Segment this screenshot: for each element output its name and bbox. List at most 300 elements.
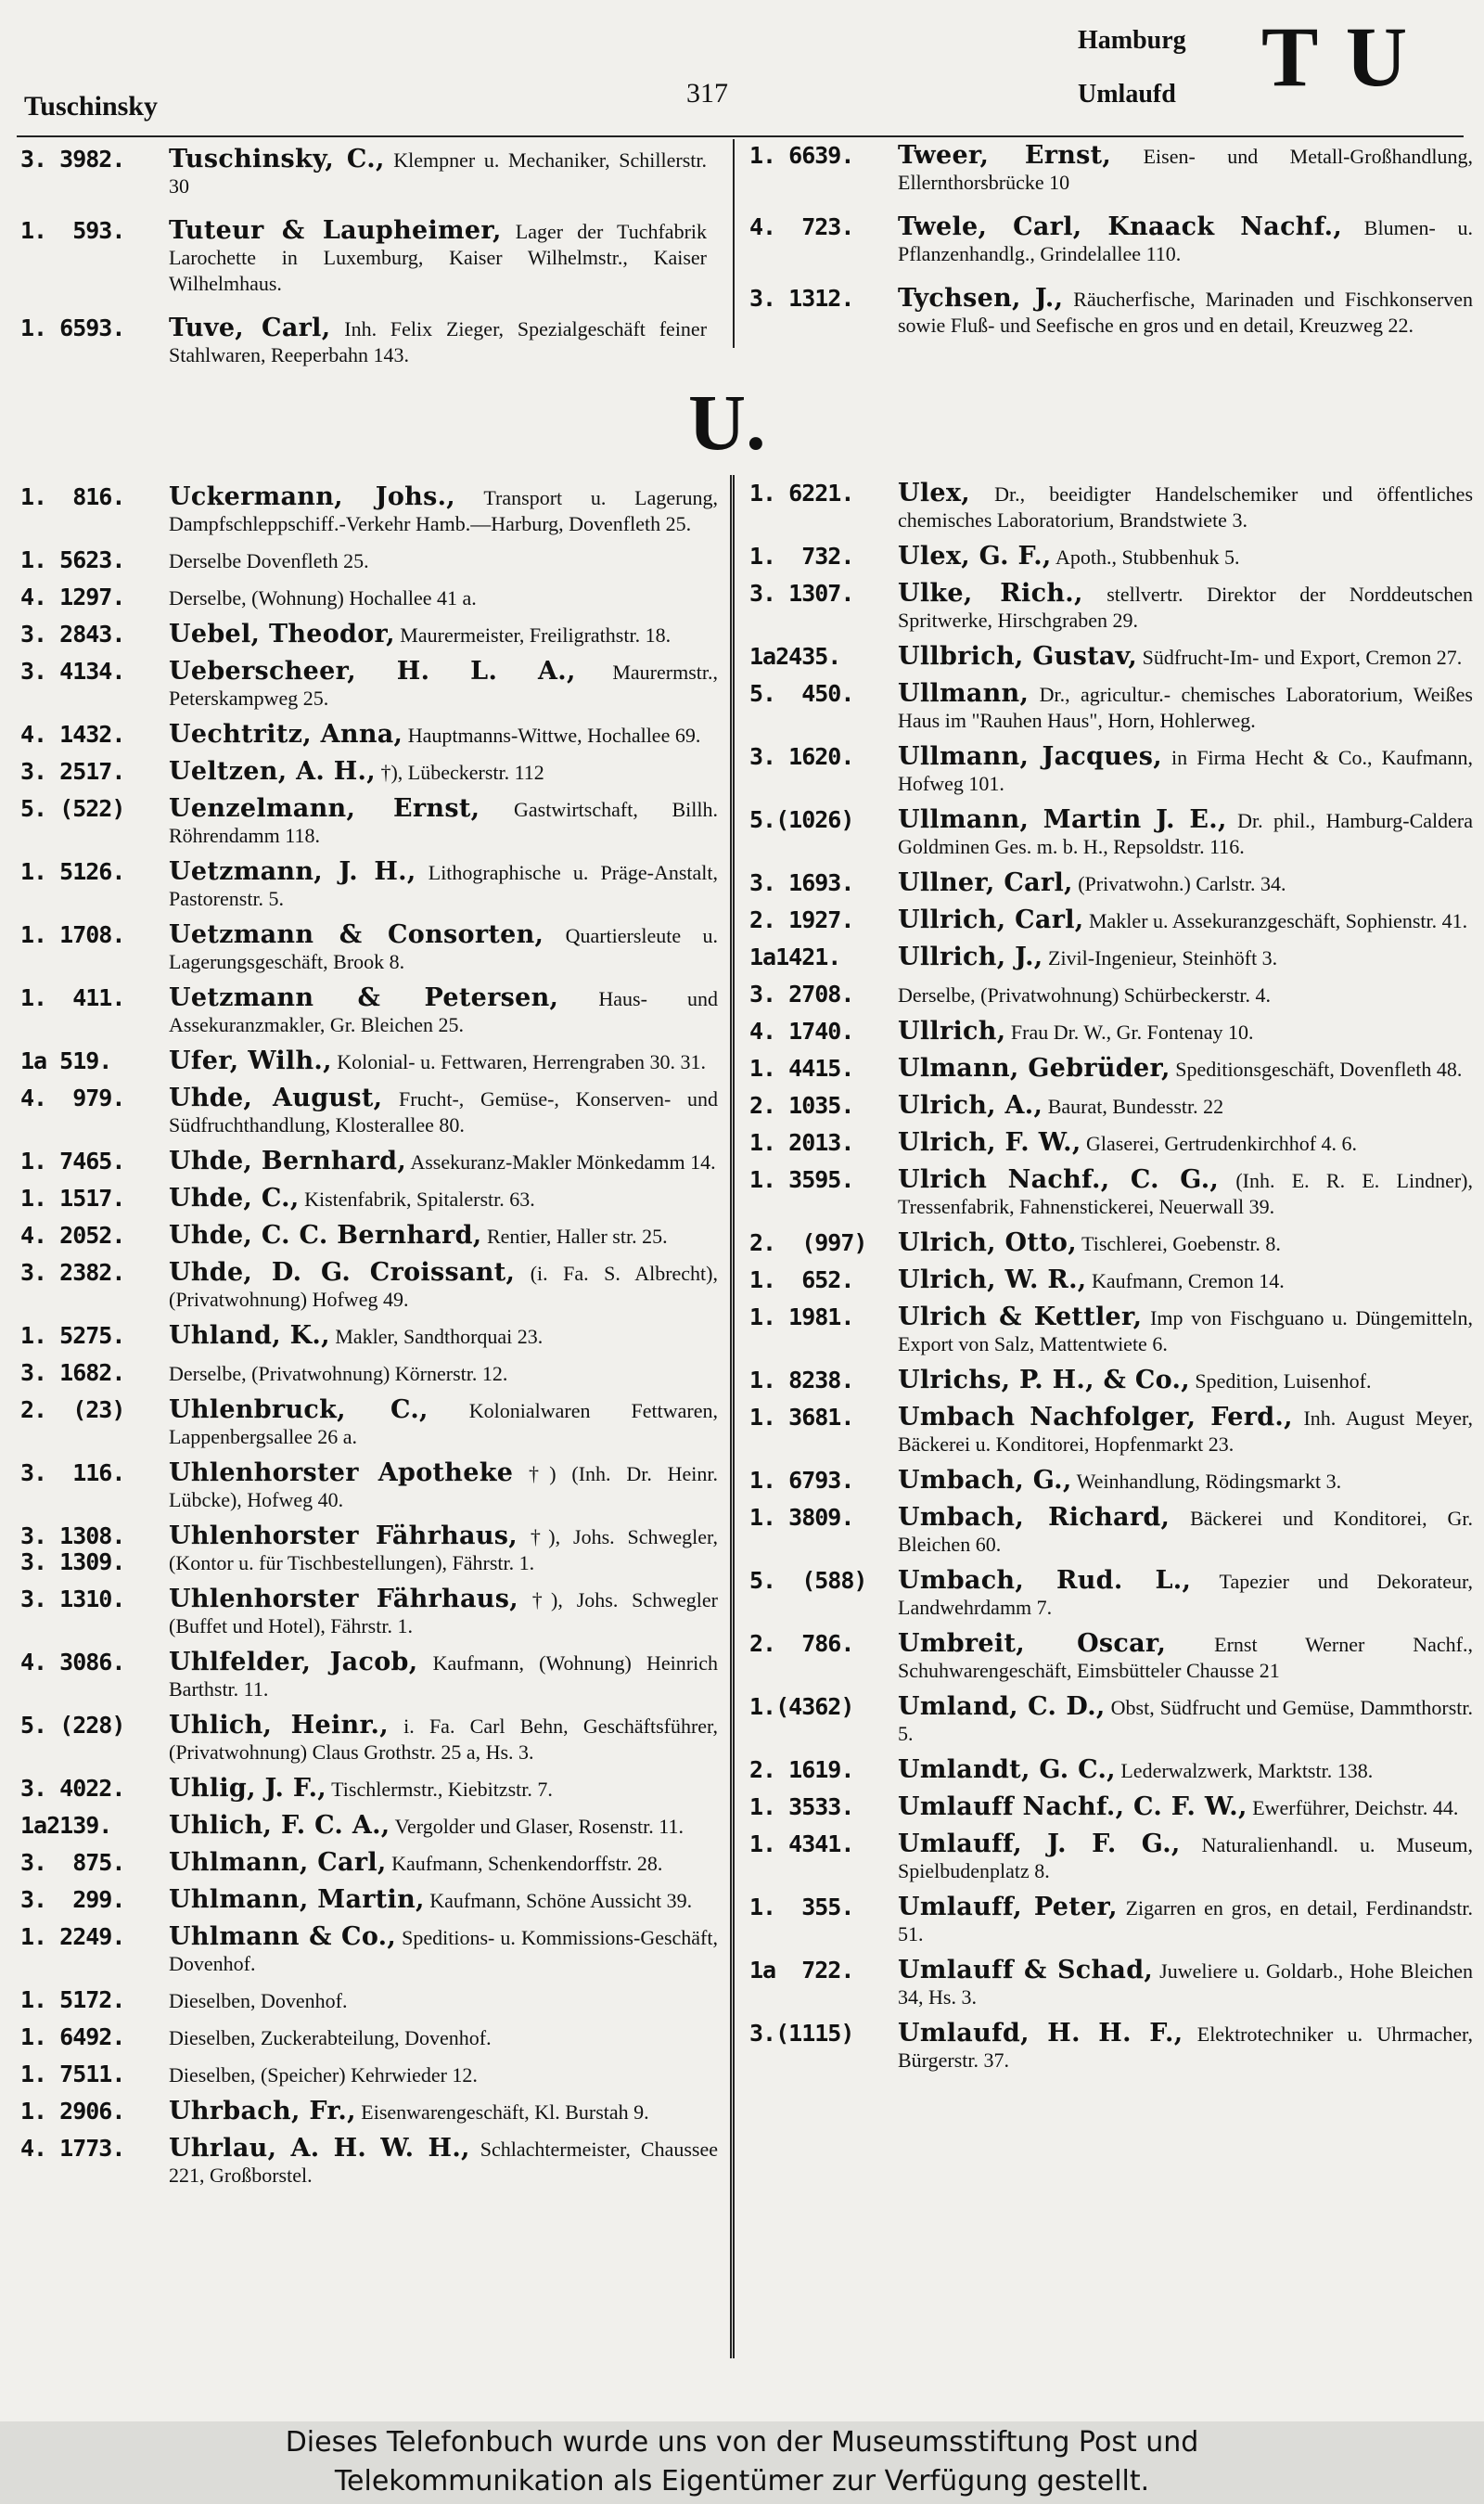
phone-number: 1a2139. xyxy=(20,1812,112,1839)
entry-text xyxy=(898,1631,1473,1684)
directory-entry xyxy=(20,1987,718,2014)
entry-text xyxy=(169,1586,718,1639)
entry-text xyxy=(898,681,1473,734)
directory-entry xyxy=(749,1794,1473,1821)
directory-entry xyxy=(749,143,1473,196)
entry-text xyxy=(169,796,718,849)
directory-entry xyxy=(749,581,1473,634)
entry-name: Ueberscheer, H. L. A., xyxy=(169,657,576,686)
directory-entry xyxy=(20,1650,718,1702)
entry-name: Umbach, Rud. L., xyxy=(898,1566,1192,1595)
phone-number: 1. 4341. xyxy=(749,1830,854,1857)
directory-entry xyxy=(20,584,718,611)
entry-name: Uetzmann, J. H., xyxy=(169,857,416,886)
entry-text xyxy=(898,1894,1473,1947)
phone-number: 4. 1773. xyxy=(20,2135,125,2162)
entry-text xyxy=(898,1568,1473,1621)
directory-entry xyxy=(20,1360,718,1387)
directory-entry xyxy=(749,481,1473,533)
entry-text xyxy=(169,315,707,368)
entry-name: Ulrich, Otto, xyxy=(898,1228,1077,1257)
entry-details: Dieselben, Dovenhof. xyxy=(169,1989,348,2012)
entry-text xyxy=(169,759,718,786)
directory-entry xyxy=(749,1056,1473,1083)
entry-text xyxy=(898,2021,1473,2074)
entry-name: Uebel, Theodor, xyxy=(169,620,395,648)
entry-details: Kaufmann, Schenkendorffstr. 28. xyxy=(391,1852,663,1875)
entry-text xyxy=(898,1468,1473,1495)
phone-number: 3. 1682. xyxy=(20,1359,125,1386)
footer-line-2: Telekommunikation als Eigentümer zur Verfügung gestellt. xyxy=(334,2465,1150,2498)
entry-details: Spedition, Luisenhof. xyxy=(1195,1369,1372,1393)
entry-name: Umbach, G., xyxy=(898,1466,1072,1495)
entry-text xyxy=(898,982,1473,1008)
top-left-column xyxy=(20,147,707,387)
phone-number: 4. 3086. xyxy=(20,1649,125,1676)
directory-entry xyxy=(20,1260,718,1313)
entry-details: Weinhandlung, Rödingsmarkt 3. xyxy=(1076,1470,1342,1493)
phone-number: 4. 1740. xyxy=(749,1018,854,1045)
entry-name: Tuteur & Laupheimer, xyxy=(169,216,502,245)
entry-name: Uhlich, F. C. A., xyxy=(169,1811,390,1840)
entry-text xyxy=(169,859,718,912)
entry-text xyxy=(169,218,707,297)
directory-entry xyxy=(749,1831,1473,1884)
phone-number: 1. 5126. xyxy=(20,858,125,885)
directory-entry xyxy=(20,1850,718,1877)
entry-details: Inh. Felix Zieger, Spezialgeschäft feiner Stahlwaren, Reeperbahn 143. xyxy=(169,317,708,366)
directory-entry xyxy=(20,547,718,574)
entry-text xyxy=(898,1757,1473,1784)
entry-details: †), Johs. Schwegler,(Kontor u. für Tischbestellungen), Fährstr. 1. xyxy=(169,1525,718,1574)
entry-text xyxy=(169,484,718,537)
entry-details: Kaufmann, Schöne Aussicht 39. xyxy=(429,1889,693,1912)
entry-name: Uhlfelder, Jacob, xyxy=(169,1648,418,1676)
entry-name: Tweer, Ernst, xyxy=(898,141,1112,170)
right-running-head: Umlaufd xyxy=(1078,80,1176,109)
entry-details: Blumen- u. Pflanzenhandlg., Grindelallee 110. xyxy=(898,216,1473,265)
phone-number: 5.(1026) xyxy=(749,806,854,833)
entry-details: Dr., agricultur.- chemisches Laboratorium, Weißes Haus im "Rauhen Haus", Horn, Hohlerweg. xyxy=(898,683,1473,732)
entry-details: Maurermeister, Freiligrathstr. 18. xyxy=(400,623,672,647)
entry-details: Dr., beeidigter Handelschemiker und öffentliches chemisches Laboratorium, Brandstwiete 3. xyxy=(898,482,1474,532)
phone-number: 3. 2517. xyxy=(20,758,125,785)
phone-number: 3. 1312. xyxy=(749,285,854,312)
directory-entry xyxy=(749,807,1473,860)
city-label: Hamburg xyxy=(1078,26,1186,55)
entry-text xyxy=(898,1694,1473,1747)
entry-name: Uhlmann, Martin, xyxy=(169,1885,425,1914)
entry-name: Tuve, Carl, xyxy=(169,314,331,342)
entry-name: Ulrich, F. W., xyxy=(898,1128,1081,1157)
phone-number: 3. 1308. 3. 1309. xyxy=(20,1522,125,1575)
entry-name: Tuschinsky, C., xyxy=(169,145,385,173)
entry-text xyxy=(898,1405,1473,1457)
entry-name: Ufer, Wilh., xyxy=(169,1047,332,1075)
directory-entry xyxy=(749,286,1473,339)
directory-entry xyxy=(749,944,1473,971)
entry-details: Lithographische u. Präge-Anstalt, Pastorenstr. 5. xyxy=(169,861,718,910)
entry-details: i. Fa. Carl Behn, Geschäftsführer, (Privatwohnung) Claus Grothstr. 25 a, Hs. 3. xyxy=(169,1714,719,1764)
entry-details: Gastwirtschaft, Billh. Röhrendamm 118. xyxy=(169,798,719,847)
footer-line-1: Dieses Telefonbuch wurde uns von der Museumsstiftung Post und xyxy=(285,2426,1199,2459)
entry-details: Lederwalzwerk, Marktstr. 138. xyxy=(1120,1759,1374,1782)
directory-entry xyxy=(749,681,1473,734)
phone-number: 1. 6593. xyxy=(20,315,125,341)
directory-entry xyxy=(749,1568,1473,1621)
left-running-head: Tuschinsky xyxy=(24,91,158,122)
phone-number: 5. (588) xyxy=(749,1567,867,1594)
entry-name: Uetzmann & Consorten, xyxy=(169,920,544,949)
entry-details: Haus- und Assekuranzmakler, Gr. Bleichen 25. xyxy=(169,987,718,1036)
entry-name: Uhlenhorster Fährhaus, xyxy=(169,1522,518,1550)
directory-entry xyxy=(749,1694,1473,1747)
phone-number: 3. 1310. xyxy=(20,1586,125,1612)
entry-details: Frau Dr. W., Gr. Fontenay 10. xyxy=(1010,1021,1254,1044)
phone-number: 1. 5275. xyxy=(20,1322,125,1349)
directory-entry xyxy=(749,644,1473,671)
entry-name: Uhlenhorster Fährhaus, xyxy=(169,1585,518,1613)
phone-number: 1. 7511. xyxy=(20,2061,125,2087)
phone-number: 1. 8238. xyxy=(749,1367,854,1393)
entry-details: Makler u. Assekuranzgeschäft, Sophienstr. 41. xyxy=(1088,909,1468,932)
directory-entry xyxy=(20,1523,718,1576)
entry-details: Derselbe Dovenfleth 25. xyxy=(169,549,369,572)
entry-name: Uhlenhorster Apotheke xyxy=(169,1458,514,1487)
phone-number: 5. (228) xyxy=(20,1712,125,1739)
entry-name: Uetzmann & Petersen, xyxy=(169,983,559,1012)
entry-text xyxy=(169,1887,718,1914)
directory-entry xyxy=(749,1167,1473,1220)
entry-name: Ulrichs, P. H., & Co., xyxy=(898,1366,1190,1394)
phone-number: 4. 1432. xyxy=(20,721,125,748)
entry-details: Tischlerei, Goebenstr. 8. xyxy=(1081,1232,1281,1255)
entry-details: Speditions- u. Kommissions-Geschäft, Dovenhof. xyxy=(169,1926,719,1975)
directory-entry xyxy=(749,1894,1473,1947)
entry-text xyxy=(898,1368,1473,1394)
entry-text xyxy=(169,2136,718,2189)
phone-number: 1. 5172. xyxy=(20,1986,125,2013)
phone-number: 1a 722. xyxy=(749,1957,854,1984)
phone-number: 3. 2708. xyxy=(749,981,854,1008)
entry-name: Ulmann, Gebrüder, xyxy=(898,1054,1171,1083)
directory-entry xyxy=(20,1149,718,1175)
phone-number: 1. 1517. xyxy=(20,1185,125,1212)
directory-entry xyxy=(749,1019,1473,1046)
entry-text xyxy=(169,1360,718,1387)
phone-number: 1a2435. xyxy=(749,643,841,670)
entry-text xyxy=(898,944,1473,971)
entry-name: Ulex, xyxy=(898,479,970,507)
entry-details: Kolonialwaren Fettwaren, Lappenbergsallee 26 a. xyxy=(169,1399,718,1448)
phone-number: 2. 1035. xyxy=(749,1092,854,1119)
phone-number: 1. 3533. xyxy=(749,1793,854,1820)
entry-text xyxy=(169,1048,718,1075)
phone-number: 1. 3681. xyxy=(749,1404,854,1431)
phone-number: 3. 1307. xyxy=(749,580,854,607)
entry-name: Uhrbach, Fr., xyxy=(169,2097,356,2125)
entry-name: Umlauff, Peter, xyxy=(898,1893,1118,1921)
entry-details: Transport u. Lagerung, Dampfschleppschiff.-Verkehr Hamb.—Harburg, Dovenfleth 25. xyxy=(169,486,718,535)
header-rule xyxy=(17,135,1464,137)
entry-text xyxy=(169,1186,718,1213)
entry-text xyxy=(169,584,718,611)
directory-entry xyxy=(749,1405,1473,1457)
directory-entry xyxy=(749,907,1473,934)
entry-details: Elektrotechniker u. Uhrmacher, Bürgerstr. 37. xyxy=(898,2022,1473,2072)
entry-details: †) (Inh. Dr. Heinr. Lübcke), Hofweg 40. xyxy=(169,1462,719,1511)
entry-text xyxy=(898,581,1473,634)
entry-name: Uhde, D. G. Croissant, xyxy=(169,1258,516,1287)
directory-entry xyxy=(20,659,718,712)
entry-details: Tischlermstr., Kiebitzstr. 7. xyxy=(331,1778,553,1801)
entry-name: Umlauff, J. F. G., xyxy=(898,1830,1181,1858)
directory-entry xyxy=(749,544,1473,571)
entry-details: Kaufmann, Cremon 14. xyxy=(1092,1269,1285,1292)
entry-name: Ullner, Carl, xyxy=(898,868,1073,897)
entry-text xyxy=(169,547,718,574)
entry-text xyxy=(169,1924,718,1977)
entry-text xyxy=(169,1397,718,1450)
entry-details: Dr. phil., Hamburg-Caldera Goldminen Ges. m. b. H., Repsoldstr. 116. xyxy=(898,809,1473,858)
phone-number: 1. 4415. xyxy=(749,1055,854,1082)
entry-name: Uhde, August, xyxy=(169,1084,383,1112)
entry-name: Uhlmann & Co., xyxy=(169,1922,397,1951)
directory-entry xyxy=(749,1267,1473,1294)
phone-number: 1. 7465. xyxy=(20,1148,125,1175)
directory-entry xyxy=(20,147,707,199)
entry-details: (Privatwohn.) Carlstr. 34. xyxy=(1078,872,1286,895)
entry-name: Ullbrich, Gustav, xyxy=(898,642,1138,671)
phone-number: 1. 6793. xyxy=(749,1467,854,1494)
directory-entry xyxy=(749,744,1473,797)
entry-text xyxy=(898,286,1473,339)
entry-name: Uhde, C. C. Bernhard, xyxy=(169,1221,482,1250)
entry-details: Glaserei, Gertrudenkirchhof 4. 6. xyxy=(1086,1132,1358,1155)
directory-entry xyxy=(20,622,718,648)
phone-number: 1. 652. xyxy=(749,1266,854,1293)
entry-text xyxy=(169,1813,718,1840)
directory-entry xyxy=(749,1368,1473,1394)
entry-name: Uhlich, Heinr., xyxy=(169,1711,389,1740)
phone-number: 2. (997) xyxy=(749,1229,867,1256)
directory-entry xyxy=(20,1460,718,1513)
entry-name: Uhlenbruck, C., xyxy=(169,1395,429,1424)
entry-name: Uhlig, J. F., xyxy=(169,1774,326,1803)
phone-number: 1a 519. xyxy=(20,1047,112,1074)
entry-text xyxy=(169,1713,718,1766)
phone-number: 3. 3982. xyxy=(20,146,125,173)
entry-name: Ulex, G. F., xyxy=(898,542,1052,571)
phone-number: 3. 875. xyxy=(20,1849,125,1876)
entry-text xyxy=(898,744,1473,797)
entry-text xyxy=(169,1085,718,1138)
phone-number: 4. 979. xyxy=(20,1085,125,1111)
entry-details: Ernst Werner Nachf., Schuhwarengeschäft, Eimsbütteler Chausse 21 xyxy=(898,1633,1473,1682)
entry-details: Baurat, Bundesstr. 22 xyxy=(1047,1095,1224,1118)
top-column-divider xyxy=(733,139,735,348)
phone-number: 1. 355. xyxy=(749,1894,854,1920)
entry-name: Umlandt, G. C., xyxy=(898,1755,1116,1784)
entry-details: in Firma Hecht & Co., Kaufmann, Hofweg 101. xyxy=(898,746,1473,795)
directory-entry xyxy=(20,1813,718,1840)
directory-entry xyxy=(20,1713,718,1766)
entry-text xyxy=(169,1776,718,1803)
entry-text xyxy=(898,1130,1473,1157)
section-heading: U. xyxy=(688,378,766,467)
entry-details: Maurermstr., Peterskampweg 25. xyxy=(169,661,719,710)
directory-entry xyxy=(20,2099,718,2125)
directory-entry xyxy=(749,870,1473,897)
phone-number: 1. 1981. xyxy=(749,1303,854,1330)
phone-number: 4. 2052. xyxy=(20,1222,125,1249)
entry-details: Eisenwarengeschäft, Kl. Burstah 9. xyxy=(361,2100,649,2124)
phone-number: 1. 1708. xyxy=(20,921,125,948)
entry-details: Hauptmanns-Wittwe, Hochallee 69. xyxy=(407,724,701,747)
directory-entry xyxy=(20,218,707,297)
entry-text xyxy=(169,922,718,975)
directory-entry xyxy=(749,1505,1473,1558)
directory-entry xyxy=(20,1323,718,1350)
entry-name: Uhrlau, A. H. W. H., xyxy=(169,2134,470,2163)
entry-text xyxy=(169,2024,718,2051)
entry-name: Twele, Carl, Knaack Nachf., xyxy=(898,212,1343,241)
directory-entry xyxy=(20,985,718,1038)
phone-number: 1. 2249. xyxy=(20,1923,125,1950)
phone-number: 2. 1927. xyxy=(749,906,854,933)
entry-text xyxy=(169,1523,718,1576)
entry-details: Quartiersleute u. Lagerungsgeschäft, Brook 8. xyxy=(169,924,718,973)
entry-name: Ullrich, xyxy=(898,1017,1006,1046)
phone-number: 3. 1620. xyxy=(749,743,854,770)
entry-details: Zivil-Ingenieur, Steinhöft 3. xyxy=(1048,946,1278,969)
entry-name: Ullrich, J., xyxy=(898,943,1043,971)
directory-entry xyxy=(749,982,1473,1008)
directory-entry xyxy=(20,1887,718,1914)
entry-text xyxy=(169,1223,718,1250)
entry-name: Umbach, Richard, xyxy=(898,1503,1171,1532)
entry-name: Umland, C. D., xyxy=(898,1692,1106,1721)
entry-text xyxy=(898,1794,1473,1821)
entry-text xyxy=(898,1056,1473,1083)
entry-text xyxy=(169,722,718,749)
entry-details: Derselbe, (Privatwohnung) Körnerstr. 12. xyxy=(169,1362,508,1385)
phone-number: 1. 2906. xyxy=(20,2098,125,2125)
phone-number: 2. 786. xyxy=(749,1630,854,1657)
entry-details: Schlachtermeister, Chaussee 221, Großborstel. xyxy=(169,2138,718,2187)
entry-text xyxy=(898,907,1473,934)
entry-text xyxy=(169,1460,718,1513)
phone-number: 4. 1297. xyxy=(20,584,125,610)
phone-number: 2. (23) xyxy=(20,1396,125,1423)
phone-number: 3. 4134. xyxy=(20,658,125,685)
directory-entry xyxy=(20,1924,718,1977)
entry-text xyxy=(898,807,1473,860)
directory-entry xyxy=(20,922,718,975)
entry-text xyxy=(898,143,1473,196)
directory-entry xyxy=(749,1130,1473,1157)
phone-number: 1. 2013. xyxy=(749,1129,854,1156)
directory-entry xyxy=(749,1093,1473,1120)
directory-entry xyxy=(20,859,718,912)
entry-name: Uhde, C., xyxy=(169,1184,300,1213)
entry-details: †), Lübeckerstr. 112 xyxy=(380,761,544,784)
entry-name: Ullmann, Jacques, xyxy=(898,742,1162,771)
entry-details: (i. Fa. S. Albrecht), (Privatwohnung) Hofweg 49. xyxy=(169,1262,718,1311)
entry-details: Kolonial- u. Fettwaren, Herrengraben 30. 31. xyxy=(337,1050,707,1073)
directory-entry xyxy=(749,214,1473,267)
entry-text xyxy=(169,1149,718,1175)
section-letters: T U xyxy=(1261,9,1412,104)
entry-details: Derselbe, (Privatwohnung) Schürbeckerstr. 4. xyxy=(898,983,1272,1007)
entry-text xyxy=(169,2099,718,2125)
entry-details: †), Johs. Schwegler (Buffet und Hotel), Fährstr. 1. xyxy=(169,1588,718,1637)
entry-details: Obst, Südfrucht und Gemüse, Dammthorstr. 5. xyxy=(898,1696,1473,1745)
entry-name: Umlauff Nachf., C. F. W., xyxy=(898,1792,1247,1821)
entry-details: Vergolder und Glaser, Rosenstr. 11. xyxy=(394,1815,684,1838)
entry-name: Uhlmann, Carl, xyxy=(169,1848,387,1877)
entry-details: Speditionsgeschäft, Dovenfleth 48. xyxy=(1175,1058,1463,1081)
entry-text xyxy=(169,985,718,1038)
entry-text xyxy=(169,1323,718,1350)
directory-entry xyxy=(749,1757,1473,1784)
entry-name: Ulrich, W. R., xyxy=(898,1265,1087,1294)
entry-name: Ullmann, xyxy=(898,679,1030,708)
phone-number: 3. 1693. xyxy=(749,869,854,896)
directory-entry xyxy=(20,1397,718,1450)
entry-details: Kaufmann, (Wohnung) Heinrich Barthstr. 11. xyxy=(169,1651,718,1701)
entry-details: Makler, Sandthorquai 23. xyxy=(335,1325,544,1348)
phone-number: 1. 3595. xyxy=(749,1166,854,1193)
directory-entry xyxy=(749,1230,1473,1257)
entry-name: Ulrich, A., xyxy=(898,1091,1043,1120)
entry-details: Bäckerei und Konditorei, Gr. Bleichen 60. xyxy=(898,1507,1473,1556)
entry-name: Tychsen, J., xyxy=(898,284,1064,313)
entry-text xyxy=(898,1505,1473,1558)
directory-entry xyxy=(20,1048,718,1075)
entry-name: Umbreit, Oscar, xyxy=(898,1629,1167,1658)
entry-name: Ulrich Nachf., C. G., xyxy=(898,1165,1220,1194)
entry-text xyxy=(169,659,718,712)
entry-name: Ullmann, Martin J. E., xyxy=(898,805,1227,834)
entry-details: Inh. August Meyer, Bäckerei u. Konditorei, Hopfenmarkt 23. xyxy=(898,1406,1473,1456)
entry-details: Eisen- und Metall-Großhandlung, Ellernthorsbrücke 10 xyxy=(898,145,1473,194)
entry-details: Kistenfabrik, Spitalerstr. 63. xyxy=(304,1188,535,1211)
entry-text xyxy=(169,1650,718,1702)
phone-number: 4. 723. xyxy=(749,213,854,240)
phone-number: 3. 4022. xyxy=(20,1775,125,1802)
phone-number: 1a1421. xyxy=(749,944,841,970)
top-right-column xyxy=(749,143,1473,357)
directory-entry xyxy=(20,1586,718,1639)
page-footer xyxy=(0,2423,1484,2504)
entry-details: Juweliere u. Goldarb., Hohe Bleichen 34, Hs. 3. xyxy=(898,1959,1473,2009)
phone-number: 1. 6639. xyxy=(749,142,854,169)
directory-entry xyxy=(20,2136,718,2189)
entry-text xyxy=(169,622,718,648)
entry-details: (Inh. E. R. E. Lindner), Tressenfabrik, Fahnenstickerei, Neuerwall 39. xyxy=(898,1169,1473,1218)
phone-number: 5. 450. xyxy=(749,680,854,707)
directory-entry xyxy=(20,315,707,368)
phone-number: 3.(1115) xyxy=(749,2020,854,2047)
entry-details: Ewerführer, Deichstr. 44. xyxy=(1252,1796,1459,1819)
entry-text xyxy=(169,1850,718,1877)
main-left-column xyxy=(20,484,718,2199)
phone-number: 3. 299. xyxy=(20,1886,125,1913)
entry-name: Uhland, K., xyxy=(169,1321,330,1350)
directory-entry xyxy=(20,1223,718,1250)
directory-entry xyxy=(20,722,718,749)
